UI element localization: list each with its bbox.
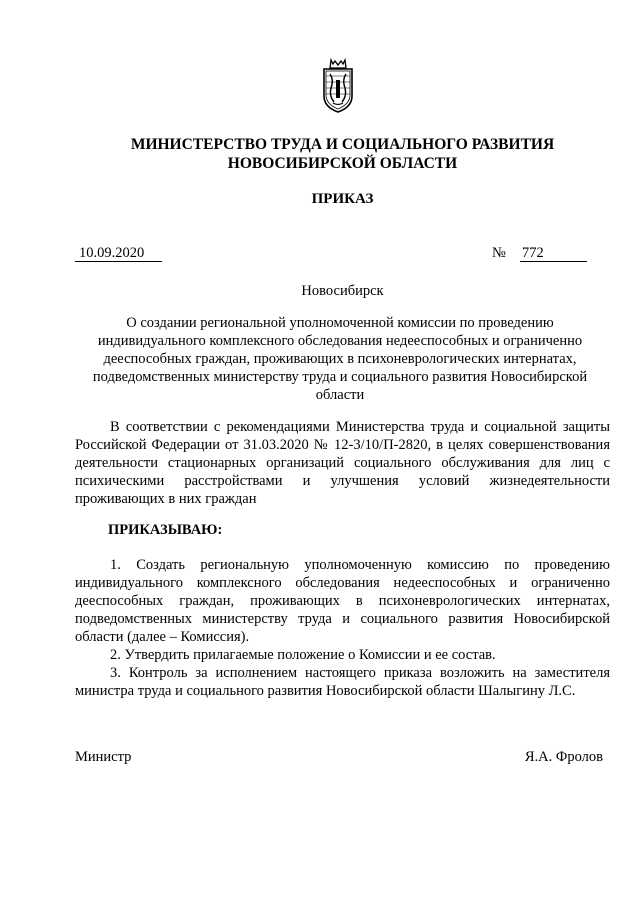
preamble: В соответствии с рекомендациями Министерства труда и социальной защиты Российской Федерации от 31.03.2020 № 12-3/10/П-2820, в целях совершенствования деятельности стационарных организаций социального обслуживания для лиц с психическими расстройствами и улучшения условий жизнедеятельности проживающих в них граждан: [75, 419, 610, 507]
coat-of-arms-icon: [318, 58, 358, 114]
order-item: 3. Контроль за исполнением настоящего приказа возложить на заместителя министра труда и социального развития Новосибирской области Шалыгину Л.С.: [75, 665, 610, 699]
document-date: 10.09.2020: [75, 245, 162, 262]
signatory-title: Министр: [75, 749, 132, 765]
order-word: ПРИКАЗЫВАЮ:: [108, 522, 223, 538]
number-label: №: [492, 245, 506, 261]
ministry-name: [60, 135, 625, 173]
ministry-line-2: НОВОСИБИРСКОЙ ОБЛАСТИ: [227, 155, 458, 172]
document-type: ПРИКАЗ: [311, 191, 374, 207]
document-number: 772: [520, 245, 587, 262]
ministry-line-1: МИНИСТЕРСТВО ТРУДА И СОЦИАЛЬНОГО РАЗВИТИЯ: [130, 136, 555, 153]
document-subject: О создании региональной уполномоченной комиссии по проведению индивидуального комплексного обследования недееспособных и ограниченно дееспособных граждан, проживающих в психоневрологических интернатах, подведомственных министерству труда и социального развития Новосибирской области: [92, 315, 588, 403]
order-items: [75, 556, 610, 700]
order-item: 1. Создать региональную уполномоченную комиссию по проведению индивидуального комплексного обследования недееспособных и ограниченно дееспособных граждан, проживающих в психоневрологических интернатах, подведомственных министерству труда и социального развития Новосибирской области (далее – Комиссия).: [75, 557, 610, 645]
order-item: 2. Утвердить прилагаемые положение о Комиссии и ее состав.: [110, 647, 496, 663]
signatory-name: Я.А. Фролов: [524, 749, 603, 765]
city: Новосибирск: [301, 283, 384, 299]
